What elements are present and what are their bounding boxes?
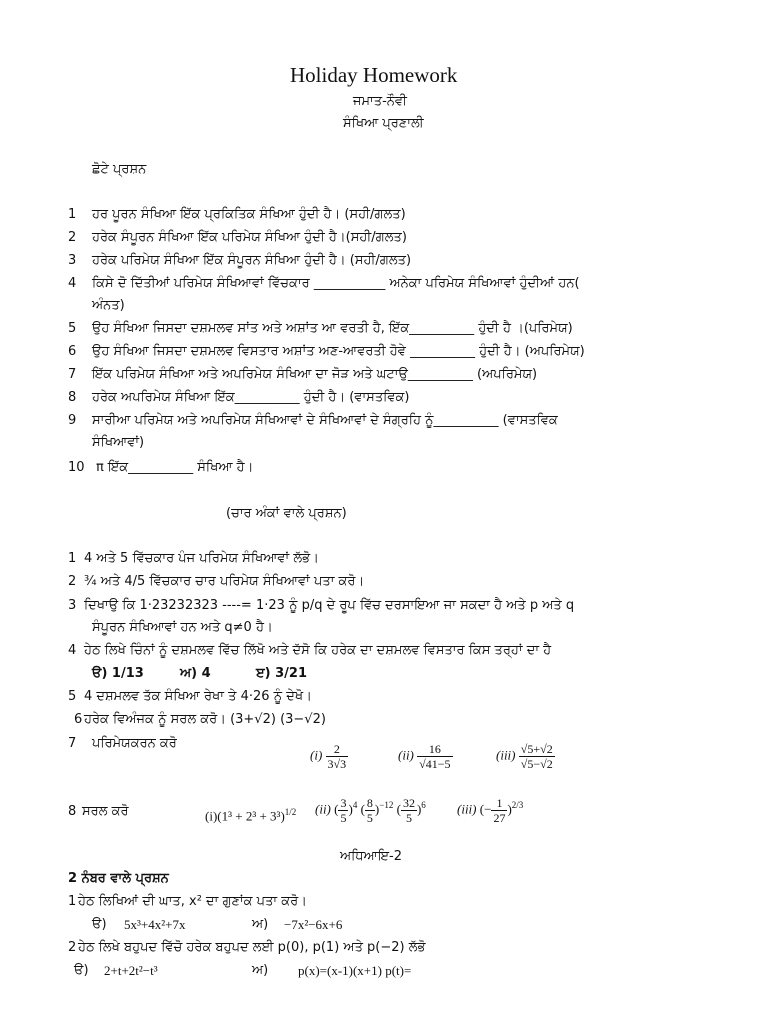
question-text: ਹੇਠ ਲਿਖੇ ਬਹੁਪਦ ਵਿੱਚੋ ਹਰੇਕ ਬਹੁਪਦ ਲਈ p(0), p(1) ਅਤੇ p(−2) ਲੱਭੋ xyxy=(78,940,426,955)
fraction-numerator: 8 xyxy=(366,796,373,810)
chapter-line: ਸੰਖਿਆ ਪ੍ਰਣਾਲੀ xyxy=(343,116,424,131)
option-a-label: ੳ) xyxy=(74,963,89,978)
question-text: ਸਰਲ ਕਰੋ xyxy=(82,804,129,819)
question-number: 1 xyxy=(68,894,77,909)
question-text: ਸਾਰੀਆ ਪਰਿਮੇਯ ਅਤੇ ਅਪਰਿਮੇਯ ਸੰਖਿਆਵਾਂ ਦੇ ਸੰਖਿਆਵਾਂ ਦੇ ਸੰਗ੍ਰਹਿ ਨੂੰ__________ (ਵਾਸਤਵਿਕ xyxy=(92,413,558,428)
sign: − xyxy=(484,801,492,817)
rationalize-expression-i xyxy=(310,742,348,771)
option-b: −7x²−6x+6 xyxy=(284,917,343,932)
fraction xyxy=(338,796,348,825)
question-text: π ਇੱਕ__________ ਸੰਖਿਆ ਹੈ। xyxy=(96,460,254,475)
question-number: 2 xyxy=(68,574,77,589)
option-b: ਅ) 4 xyxy=(180,666,211,681)
expression-text: (i)(1³ + 2³ + 3³) xyxy=(205,808,285,824)
fraction-numerator: √5+√2 xyxy=(520,742,553,756)
part-label: (iii) xyxy=(457,801,477,817)
part-label: (i) xyxy=(310,747,323,763)
fraction xyxy=(326,742,349,771)
exponent: 4 xyxy=(352,800,358,811)
option-b: p(x)=(x-1)(x+1) p(t)= xyxy=(298,963,412,978)
question-text: ਹਰੇਕ ਅਪਰਿਮੇਯ ਸੰਖਿਆ ਇੱਕ__________ ਹੁੰਦੀ ਹੈ। (ਵਾਸਤਵਿਕ) xyxy=(92,390,410,405)
question-number: 4 xyxy=(68,276,77,291)
question-number: 6 xyxy=(68,344,77,359)
question-number: 7 xyxy=(68,367,77,382)
question-text: ਦਿਖਾਉ ਕਿ 1·23232323 ----= 1·23 ਨੂੰ p/q ਦੇ ਰੂਪ ਵਿੱਚ ਦਰਸਾਇਆ ਜਾ ਸਕਦਾ ਹੈ ਅਤੇ p ਅਤੇ q xyxy=(84,598,575,613)
fraction xyxy=(417,742,452,771)
question-number: 9 xyxy=(68,413,77,428)
fraction-denominator: 5 xyxy=(405,811,412,825)
part-label: (iii) xyxy=(496,747,516,763)
fraction-numerator: 16 xyxy=(417,742,452,757)
exponent: 1/2 xyxy=(284,807,297,817)
question-text: ਹਰ ਪੂਰਨ ਸੰਖਿਆ ਇੱਕ ਪ੍ਰਕਿਤਿਕ ਸੰਖਿਆ ਹੁੰਦੀ ਹੈ। (ਸਹੀ/ਗਲਤ) xyxy=(92,207,406,222)
section-heading-four-marks: (ਚਾਰ ਅੰਕਾਂ ਵਾਲੇ ਪ੍ਰਸ਼ਨ) xyxy=(226,506,347,521)
question-text-continued: ਅੰਨਤ) xyxy=(92,298,125,313)
fraction-numerator: 2 xyxy=(326,742,349,757)
question-number: 8 xyxy=(68,804,77,819)
question-number: 10 xyxy=(68,460,85,475)
section-heading-two-marks: 2 ਨੰਬਰ ਵਾਲੇ ਪ੍ਰਸ਼ਨ xyxy=(68,871,169,886)
chapter-2-title: ਅਧਿਆਇ-2 xyxy=(340,849,402,864)
question-text-continued: ਸੰਖਿਆਵਾਂ) xyxy=(92,435,145,450)
fraction-numerator: 32 xyxy=(402,796,415,810)
rationalize-expression-iii xyxy=(496,742,555,771)
question-text: ਹੇਠ ਲਿਖਿਆਂ ਦੀ ਘਾਤ, x² ਦਾ ਗੁਣਾਂਕ ਪਤਾ ਕਰੋ। xyxy=(78,894,307,909)
simplify-expression-ii: (ii) ( $\frac{3}{5}$ )$^4$ ( $\frac{8}{5}$ )$^{-12}$ ( $\frac{32}{5}$ )$^6$ xyxy=(315,796,426,825)
question-text: ਹਰੇਕ ਵਿਅੰਜਕ ਨੂੰ ਸਰਲ ਕਰੋ। (3+√2) (3−√2) xyxy=(84,712,326,727)
question-number: 2 xyxy=(68,230,77,245)
question-number: 3 xyxy=(68,598,77,613)
option-b-label: ਅ) xyxy=(252,917,269,932)
option-b-label: ਅ) xyxy=(252,963,269,978)
fraction-denominator: √5−√2 xyxy=(520,757,553,771)
class-line: ਜਮਾਤ-ਨੌਵੀ xyxy=(353,94,407,109)
question-number: 7 xyxy=(68,736,77,751)
question-number: 6 xyxy=(74,712,83,727)
option-a: 2+t+2t²−t³ xyxy=(104,963,158,978)
exponent: −12 xyxy=(379,800,394,811)
question-text: ਕਿਸੇ ਦੋ ਦਿੱਤੀਆਂ ਪਰਿਮੇਯ ਸੰਖਿਆਵਾਂ ਵਿੱਚਕਾਰ ___________ ਅਨੇਕਾ ਪਰਿਮੇਯ ਸੰਖਿਆਵਾਂ ਹੁੰਦੀਆਂ ਹਨ( xyxy=(92,276,580,291)
page-title: Holiday Homework xyxy=(290,63,458,87)
simplify-expression-i xyxy=(205,804,296,824)
question-text: ਹੇਠ ਲਿਖੇ ਚਿੰਨਾਂ ਨੂੰ ਦਸ਼ਮਲਵ ਵਿੱਚ ਲਿੱਖੋ ਅਤੇ ਦੱਸੋ ਕਿ ਹਰੇਕ ਦਾ ਦਸ਼ਮਲਵ ਵਿਸਤਾਰ ਕਿਸ ਤਰ੍ਹਾਂ ਦਾ ਹੈ xyxy=(84,643,552,658)
fraction-denominator: 3√3 xyxy=(327,757,347,771)
exponent: 6 xyxy=(421,800,426,811)
question-number: 5 xyxy=(68,689,77,704)
fraction xyxy=(401,796,417,825)
question-number: 4 xyxy=(68,643,77,658)
option-a: ੳ) 1/13 xyxy=(92,666,144,681)
question-text: ਹਰੇਕ ਸੰਪੂਰਨ ਸੰਖਿਆ ਇੱਕ ਪਰਿਮੇਯ ਸੰਖਿਆ ਹੁੰਦੀ ਹੈ।(ਸਹੀ/ਗਲਤ) xyxy=(92,230,407,245)
part-label: (ii) xyxy=(315,801,331,817)
rationalize-expression-ii xyxy=(398,742,453,771)
fraction-denominator: √41−5 xyxy=(419,757,451,771)
question-number: 8 xyxy=(68,390,77,405)
question-text: ¾ ਅਤੇ 4/5 ਵਿੱਚਕਾਰ ਚਾਰ ਪਰਿਮੇਯ ਸੰਖਿਆਵਾਂ ਪਤਾ ਕਰੋ। xyxy=(84,574,365,589)
question-text-continued: ਸੰਪੂਰਨ ਸੰਖਿਆਵਾਂ ਹਨ ਅਤੇ q≠0 ਹੈ। xyxy=(92,620,273,635)
fraction-numerator: 3 xyxy=(340,796,347,810)
question-number: 1 xyxy=(68,207,77,222)
option-a-label: ੳ) xyxy=(92,917,107,932)
option-c: ੲ) 3/21 xyxy=(256,666,308,681)
question-text: ਉਹ ਸੰਖਿਆ ਜਿਸਦਾ ਦਸ਼ਮਲਵ ਵਿਸਤਾਰ ਅਸ਼ਾਂਤ ਅਣ-ਆਵਰਤੀ ਹੋਵੇ __________ ਹੁੰਦੀ ਹੈ। (ਅਪਰਿਮੇਯ) xyxy=(92,344,585,359)
fraction xyxy=(519,742,555,771)
exponent: 2/3 xyxy=(511,800,524,811)
simplify-expression-iii: (iii) (− $\frac{1}{27}$ )$^{2/3}$ xyxy=(457,796,524,825)
fraction-denominator: 27 xyxy=(493,811,506,825)
fraction xyxy=(365,796,375,825)
question-text: ਹਰੇਕ ਪਰਿਮੇਯ ਸੰਖਿਆ ਇੱਕ ਸੰਪੂਰਨ ਸੰਖਿਆ ਹੁੰਦੀ ਹੈ। (ਸਹੀ/ਗਲਤ) xyxy=(92,253,412,268)
question-text: 4 ਅਤੇ 5 ਵਿੱਚਕਾਰ ਪੰਜ ਪਰਿਮੇਯ ਸੰਖਿਆਵਾਂ ਲੱਭੋ। xyxy=(84,551,319,566)
fraction xyxy=(491,796,507,825)
question-text: 4 ਦਸ਼ਮਲਵ ਤੱਕ ਸੰਖਿਆ ਰੇਖਾ ਤੇ 4·26 ਨੂੰ ਦੇਖੋ। xyxy=(84,689,312,704)
question-number: 2 xyxy=(68,940,77,955)
question-text: ਉਹ ਸੰਖਿਆ ਜਿਸਦਾ ਦਸ਼ਮਲਵ ਸਾਂਤ ਅਤੇ ਅਸ਼ਾਂਤ ਆ ਵਰਤੀ ਹੈ, ਇੱਕ__________ ਹੁੰਦੀ ਹੈ ।(ਪਰਿਮੇਯ) xyxy=(92,321,573,336)
question-number: 5 xyxy=(68,321,77,336)
question-text: ਪਰਿਮੇਯਕਰਨ ਕਰੋ xyxy=(92,736,177,751)
fraction-numerator: 1 xyxy=(491,796,507,811)
part-label: (ii) xyxy=(398,747,414,763)
question-number: 3 xyxy=(68,253,77,268)
question-text: ਇੱਕ ਪਰਿਮੇਯ ਸੰਖਿਆ ਅਤੇ ਅਪਰਿਮੇਯ ਸੰਖਿਆ ਦਾ ਜੋੜ ਅਤੇ ਘਟਾਉ__________ (ਅਪਰਿਮੇਯ) xyxy=(92,367,538,382)
fraction-denominator: 5 xyxy=(366,811,373,825)
fraction-denominator: 5 xyxy=(340,811,347,825)
question-number: 1 xyxy=(68,551,77,566)
section-heading-short: ਛੋਟੇ ਪ੍ਰਸ਼ਨ xyxy=(92,162,147,177)
option-a: 5x³+4x²+7x xyxy=(124,917,186,932)
